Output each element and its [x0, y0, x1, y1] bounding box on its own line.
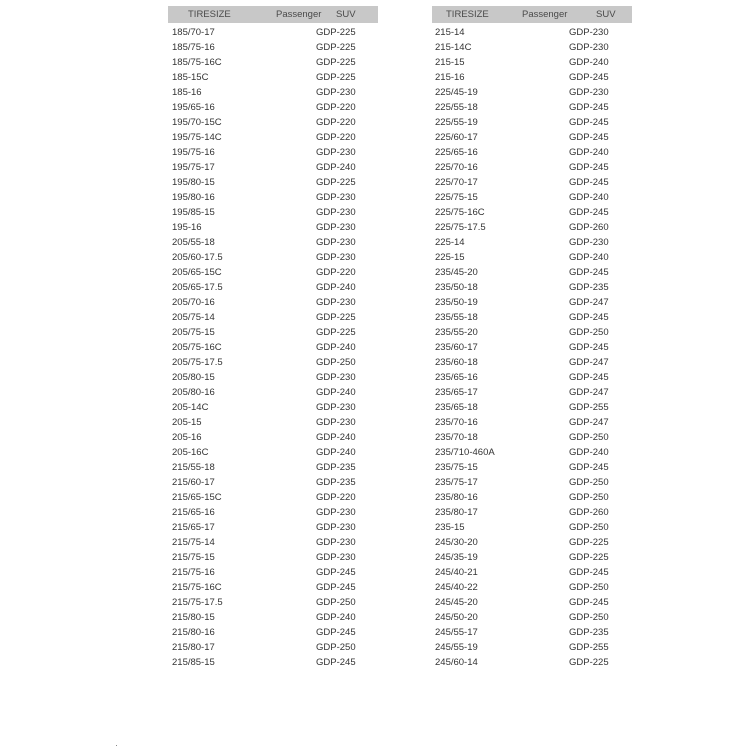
table-row [432, 625, 632, 640]
model-code-cell: GDP-230 [316, 297, 356, 308]
tire-size-cell: 225/65-16 [435, 147, 478, 158]
table-row [432, 265, 632, 280]
tire-size-cell: 245/55-17 [435, 627, 478, 638]
tire-size-cell: 205/75-15 [172, 327, 215, 338]
model-code-cell: GDP-245 [316, 567, 356, 578]
tire-size-cell: 235/50-18 [435, 282, 478, 293]
model-code-cell: GDP-225 [316, 177, 356, 188]
model-code-cell: GDP-225 [316, 42, 356, 53]
table-row [432, 355, 632, 370]
table-row [168, 475, 378, 490]
model-code-cell: GDP-230 [316, 192, 356, 203]
tire-size-cell: 215/65-15C [172, 492, 222, 503]
tire-size-cell: 205/70-16 [172, 297, 215, 308]
model-code-cell: GDP-230 [569, 42, 609, 53]
table-row [432, 130, 632, 145]
model-code-cell: GDP-247 [569, 417, 609, 428]
tire-size-cell: 215/75-16 [172, 567, 215, 578]
model-code-cell: GDP-230 [316, 372, 356, 383]
tire-size-cell: 215/75-17.5 [172, 597, 223, 608]
table-row [168, 40, 378, 55]
table-row [168, 625, 378, 640]
table-row [432, 280, 632, 295]
tire-size-cell: 235-15 [435, 522, 465, 533]
tire-size-cell: 225/75-17.5 [435, 222, 486, 233]
tire-size-cell: 215/80-17 [172, 642, 215, 653]
tire-size-cell: 225/55-19 [435, 117, 478, 128]
model-code-cell: GDP-225 [316, 72, 356, 83]
table-row [168, 130, 378, 145]
table-row [432, 445, 632, 460]
table-row [432, 415, 632, 430]
tire-size-cell: 205-14C [172, 402, 209, 413]
tire-size-cell: 235/60-17 [435, 342, 478, 353]
model-code-cell: GDP-230 [316, 402, 356, 413]
table-row [168, 445, 378, 460]
table-row [432, 595, 632, 610]
model-code-cell: GDP-240 [316, 432, 356, 443]
header-tiresize: TIRESIZE [188, 9, 231, 20]
table-row [432, 160, 632, 175]
tire-size-cell: 195/70-15C [172, 117, 222, 128]
table-row [432, 70, 632, 85]
model-code-cell: GDP-250 [569, 327, 609, 338]
tire-size-cell: 225/70-16 [435, 162, 478, 173]
tire-size-cell: 215/75-15 [172, 552, 215, 563]
tire-size-cell: 215/65-17 [172, 522, 215, 533]
tire-table-left [168, 6, 378, 670]
model-code-cell: GDP-230 [569, 87, 609, 98]
model-code-cell: GDP-230 [316, 552, 356, 563]
model-code-cell: GDP-240 [569, 447, 609, 458]
tire-size-cell: 225/60-17 [435, 132, 478, 143]
model-code-cell: GDP-230 [569, 27, 609, 38]
model-code-cell: GDP-230 [316, 87, 356, 98]
tire-size-cell: 245/35-19 [435, 552, 478, 563]
tire-size-cell: 215-16 [435, 72, 465, 83]
model-code-cell: GDP-230 [316, 417, 356, 428]
model-code-cell: GDP-240 [316, 447, 356, 458]
table-row [168, 565, 378, 580]
table-row [168, 400, 378, 415]
tire-size-cell: 195/75-16 [172, 147, 215, 158]
table-row [168, 205, 378, 220]
tire-size-cell: 205/65-17.5 [172, 282, 223, 293]
tire-size-cell: 235/50-19 [435, 297, 478, 308]
model-code-cell: GDP-245 [569, 72, 609, 83]
model-code-cell: GDP-240 [569, 147, 609, 158]
tire-size-cell: 205-16C [172, 447, 209, 458]
model-code-cell: GDP-220 [316, 492, 356, 503]
model-code-cell: GDP-225 [569, 657, 609, 668]
table-row [168, 460, 378, 475]
tire-size-cell: 245/55-19 [435, 642, 478, 653]
tire-size-cell: 235/65-18 [435, 402, 478, 413]
model-code-cell: GDP-235 [316, 462, 356, 473]
table-row [168, 505, 378, 520]
table-header [432, 6, 632, 23]
header-suv: SUV [596, 9, 616, 20]
model-code-cell: GDP-225 [316, 27, 356, 38]
model-code-cell: GDP-245 [569, 597, 609, 608]
table-row [432, 490, 632, 505]
table-body [168, 25, 378, 670]
table-row [432, 475, 632, 490]
table-row [168, 430, 378, 445]
table-row [432, 55, 632, 70]
table-row [168, 115, 378, 130]
table-row [432, 220, 632, 235]
model-code-cell: GDP-235 [569, 282, 609, 293]
model-code-cell: GDP-230 [569, 237, 609, 248]
table-row [168, 70, 378, 85]
model-code-cell: GDP-245 [569, 312, 609, 323]
model-code-cell: GDP-225 [316, 57, 356, 68]
model-code-cell: GDP-230 [316, 147, 356, 158]
tire-size-cell: 205/55-18 [172, 237, 215, 248]
tire-size-cell: 225/70-17 [435, 177, 478, 188]
model-code-cell: GDP-230 [316, 537, 356, 548]
model-code-cell: GDP-230 [316, 222, 356, 233]
model-code-cell: GDP-230 [316, 237, 356, 248]
model-code-cell: GDP-245 [569, 267, 609, 278]
table-row [168, 550, 378, 565]
model-code-cell: GDP-240 [316, 612, 356, 623]
table-row [168, 640, 378, 655]
tire-size-cell: 195/80-16 [172, 192, 215, 203]
tire-size-cell: 195/80-15 [172, 177, 215, 188]
table-row [432, 550, 632, 565]
tire-size-cell: 235/80-16 [435, 492, 478, 503]
scan-speck [116, 745, 117, 746]
table-row [168, 190, 378, 205]
tire-size-cell: 225-14 [435, 237, 465, 248]
tire-size-cell: 205/80-15 [172, 372, 215, 383]
table-row [432, 580, 632, 595]
tire-size-cell: 235/710-460A [435, 447, 495, 458]
table-row [432, 145, 632, 160]
tire-size-cell: 225/75-15 [435, 192, 478, 203]
tire-size-cell: 215-14C [435, 42, 472, 53]
model-code-cell: GDP-245 [569, 462, 609, 473]
table-row [168, 235, 378, 250]
table-row [432, 235, 632, 250]
model-code-cell: GDP-250 [569, 582, 609, 593]
model-code-cell: GDP-245 [569, 162, 609, 173]
table-row [432, 325, 632, 340]
tire-size-cell: 235/80-17 [435, 507, 478, 518]
table-row [168, 340, 378, 355]
model-code-cell: GDP-235 [316, 477, 356, 488]
table-row [168, 55, 378, 70]
model-code-cell: GDP-220 [316, 117, 356, 128]
tire-size-cell: 215/80-16 [172, 627, 215, 638]
tire-size-cell: 185/70-17 [172, 27, 215, 38]
table-row [168, 580, 378, 595]
model-code-cell: GDP-247 [569, 387, 609, 398]
tire-size-cell: 205/65-15C [172, 267, 222, 278]
table-row [168, 265, 378, 280]
tire-size-cell: 185-16 [172, 87, 202, 98]
tire-size-cell: 225/75-16C [435, 207, 485, 218]
table-row [432, 190, 632, 205]
table-row [168, 295, 378, 310]
table-row [432, 460, 632, 475]
header-tiresize: TIRESIZE [446, 9, 489, 20]
tire-size-cell: 215/85-15 [172, 657, 215, 668]
tire-size-cell: 195/75-17 [172, 162, 215, 173]
model-code-cell: GDP-255 [569, 402, 609, 413]
tire-size-cell: 235/45-20 [435, 267, 478, 278]
table-row [168, 610, 378, 625]
tire-size-cell: 235/65-17 [435, 387, 478, 398]
tire-size-cell: 245/40-22 [435, 582, 478, 593]
table-row [432, 340, 632, 355]
table-row [432, 535, 632, 550]
tire-size-cell: 235/55-20 [435, 327, 478, 338]
table-row [168, 595, 378, 610]
table-row [168, 175, 378, 190]
model-code-cell: GDP-220 [316, 267, 356, 278]
table-row [432, 370, 632, 385]
model-code-cell: GDP-240 [316, 387, 356, 398]
model-code-cell: GDP-245 [316, 582, 356, 593]
model-code-cell: GDP-250 [569, 477, 609, 488]
model-code-cell: GDP-245 [569, 342, 609, 353]
model-code-cell: GDP-250 [569, 612, 609, 623]
model-code-cell: GDP-245 [316, 627, 356, 638]
table-row [168, 25, 378, 40]
model-code-cell: GDP-247 [569, 357, 609, 368]
tire-size-cell: 215/75-14 [172, 537, 215, 548]
model-code-cell: GDP-260 [569, 222, 609, 233]
model-code-cell: GDP-250 [316, 642, 356, 653]
model-code-cell: GDP-247 [569, 297, 609, 308]
tire-size-cell: 235/75-17 [435, 477, 478, 488]
tire-size-cell: 205/75-14 [172, 312, 215, 323]
model-code-cell: GDP-255 [569, 642, 609, 653]
tire-size-cell: 245/30-20 [435, 537, 478, 548]
model-code-cell: GDP-245 [316, 657, 356, 668]
table-row [168, 490, 378, 505]
tire-size-cell: 205/60-17.5 [172, 252, 223, 263]
model-code-cell: GDP-240 [569, 252, 609, 263]
tire-size-cell: 215/60-17 [172, 477, 215, 488]
tire-size-cell: 235/75-15 [435, 462, 478, 473]
model-code-cell: GDP-225 [569, 537, 609, 548]
table-row [168, 160, 378, 175]
tire-size-cell: 245/40-21 [435, 567, 478, 578]
table-row [168, 145, 378, 160]
table-header [168, 6, 378, 23]
model-code-cell: GDP-245 [569, 102, 609, 113]
model-code-cell: GDP-260 [569, 507, 609, 518]
table-row [168, 280, 378, 295]
tire-size-cell: 195/85-15 [172, 207, 215, 218]
tire-size-cell: 225/55-18 [435, 102, 478, 113]
header-suv: SUV [336, 9, 356, 20]
model-code-cell: GDP-230 [316, 507, 356, 518]
model-code-cell: GDP-225 [316, 327, 356, 338]
model-code-cell: GDP-225 [569, 552, 609, 563]
tire-size-cell: 235/70-16 [435, 417, 478, 428]
tire-size-cell: 245/45-20 [435, 597, 478, 608]
model-code-cell: GDP-240 [569, 192, 609, 203]
tire-size-cell: 185/75-16 [172, 42, 215, 53]
tire-size-cell: 195-16 [172, 222, 202, 233]
tire-size-cell: 235/70-18 [435, 432, 478, 443]
table-row [168, 100, 378, 115]
table-row [168, 370, 378, 385]
tire-size-cell: 235/55-18 [435, 312, 478, 323]
model-code-cell: GDP-220 [316, 132, 356, 143]
model-code-cell: GDP-250 [569, 492, 609, 503]
table-row [432, 115, 632, 130]
tire-size-cell: 195/75-14C [172, 132, 222, 143]
tire-size-cell: 205/75-16C [172, 342, 222, 353]
table-row [432, 40, 632, 55]
model-code-cell: GDP-240 [316, 342, 356, 353]
tire-size-cell: 205/75-17.5 [172, 357, 223, 368]
tire-size-cell: 215/55-18 [172, 462, 215, 473]
table-row [432, 640, 632, 655]
table-row [168, 415, 378, 430]
table-row [168, 355, 378, 370]
table-row [432, 505, 632, 520]
header-passenger: Passenger [522, 9, 568, 20]
table-row [432, 85, 632, 100]
tire-size-cell: 225/45-19 [435, 87, 478, 98]
model-code-cell: GDP-240 [316, 282, 356, 293]
table-row [432, 100, 632, 115]
tire-size-cell: 215-15 [435, 57, 465, 68]
tire-size-cell: 195/65-16 [172, 102, 215, 113]
table-row [168, 250, 378, 265]
table-row [168, 385, 378, 400]
table-row [432, 250, 632, 265]
table-row [168, 310, 378, 325]
model-code-cell: GDP-235 [569, 627, 609, 638]
table-row [432, 655, 632, 670]
tire-size-cell: 185-15C [172, 72, 209, 83]
header-passenger: Passenger [276, 9, 322, 20]
model-code-cell: GDP-250 [569, 522, 609, 533]
table-row [432, 400, 632, 415]
model-code-cell: GDP-250 [316, 597, 356, 608]
tire-size-cell: 235/60-18 [435, 357, 478, 368]
tire-size-cell: 215/75-16C [172, 582, 222, 593]
table-row [432, 175, 632, 190]
tire-size-cell: 215-14 [435, 27, 465, 38]
tire-size-cell: 205-15 [172, 417, 202, 428]
table-row [432, 25, 632, 40]
model-code-cell: GDP-245 [569, 177, 609, 188]
table-row [432, 430, 632, 445]
tire-size-cell: 215/65-16 [172, 507, 215, 518]
model-code-cell: GDP-250 [316, 357, 356, 368]
model-code-cell: GDP-245 [569, 207, 609, 218]
tire-size-cell: 245/60-14 [435, 657, 478, 668]
table-row [432, 205, 632, 220]
tire-size-cell: 225-15 [435, 252, 465, 263]
model-code-cell: GDP-240 [316, 162, 356, 173]
tire-size-cell: 215/80-15 [172, 612, 215, 623]
tire-table-right [432, 6, 632, 670]
model-code-cell: GDP-245 [569, 117, 609, 128]
tire-size-cell: 185/75-16C [172, 57, 222, 68]
model-code-cell: GDP-240 [569, 57, 609, 68]
model-code-cell: GDP-245 [569, 567, 609, 578]
table-row [168, 85, 378, 100]
model-code-cell: GDP-250 [569, 432, 609, 443]
model-code-cell: GDP-220 [316, 102, 356, 113]
table-row [432, 565, 632, 580]
model-code-cell: GDP-230 [316, 252, 356, 263]
model-code-cell: GDP-225 [316, 312, 356, 323]
table-row [168, 655, 378, 670]
table-row [432, 310, 632, 325]
model-code-cell: GDP-245 [569, 372, 609, 383]
table-row [432, 520, 632, 535]
model-code-cell: GDP-230 [316, 522, 356, 533]
tire-size-cell: 245/50-20 [435, 612, 478, 623]
table-row [168, 220, 378, 235]
table-row [432, 295, 632, 310]
tire-size-cell: 235/65-16 [435, 372, 478, 383]
table-row [432, 385, 632, 400]
tire-size-cell: 205/80-16 [172, 387, 215, 398]
table-row [168, 535, 378, 550]
table-row [168, 325, 378, 340]
model-code-cell: GDP-230 [316, 207, 356, 218]
table-row [168, 520, 378, 535]
table-body [432, 25, 632, 670]
table-row [432, 610, 632, 625]
tire-size-cell: 205-16 [172, 432, 202, 443]
model-code-cell: GDP-245 [569, 132, 609, 143]
